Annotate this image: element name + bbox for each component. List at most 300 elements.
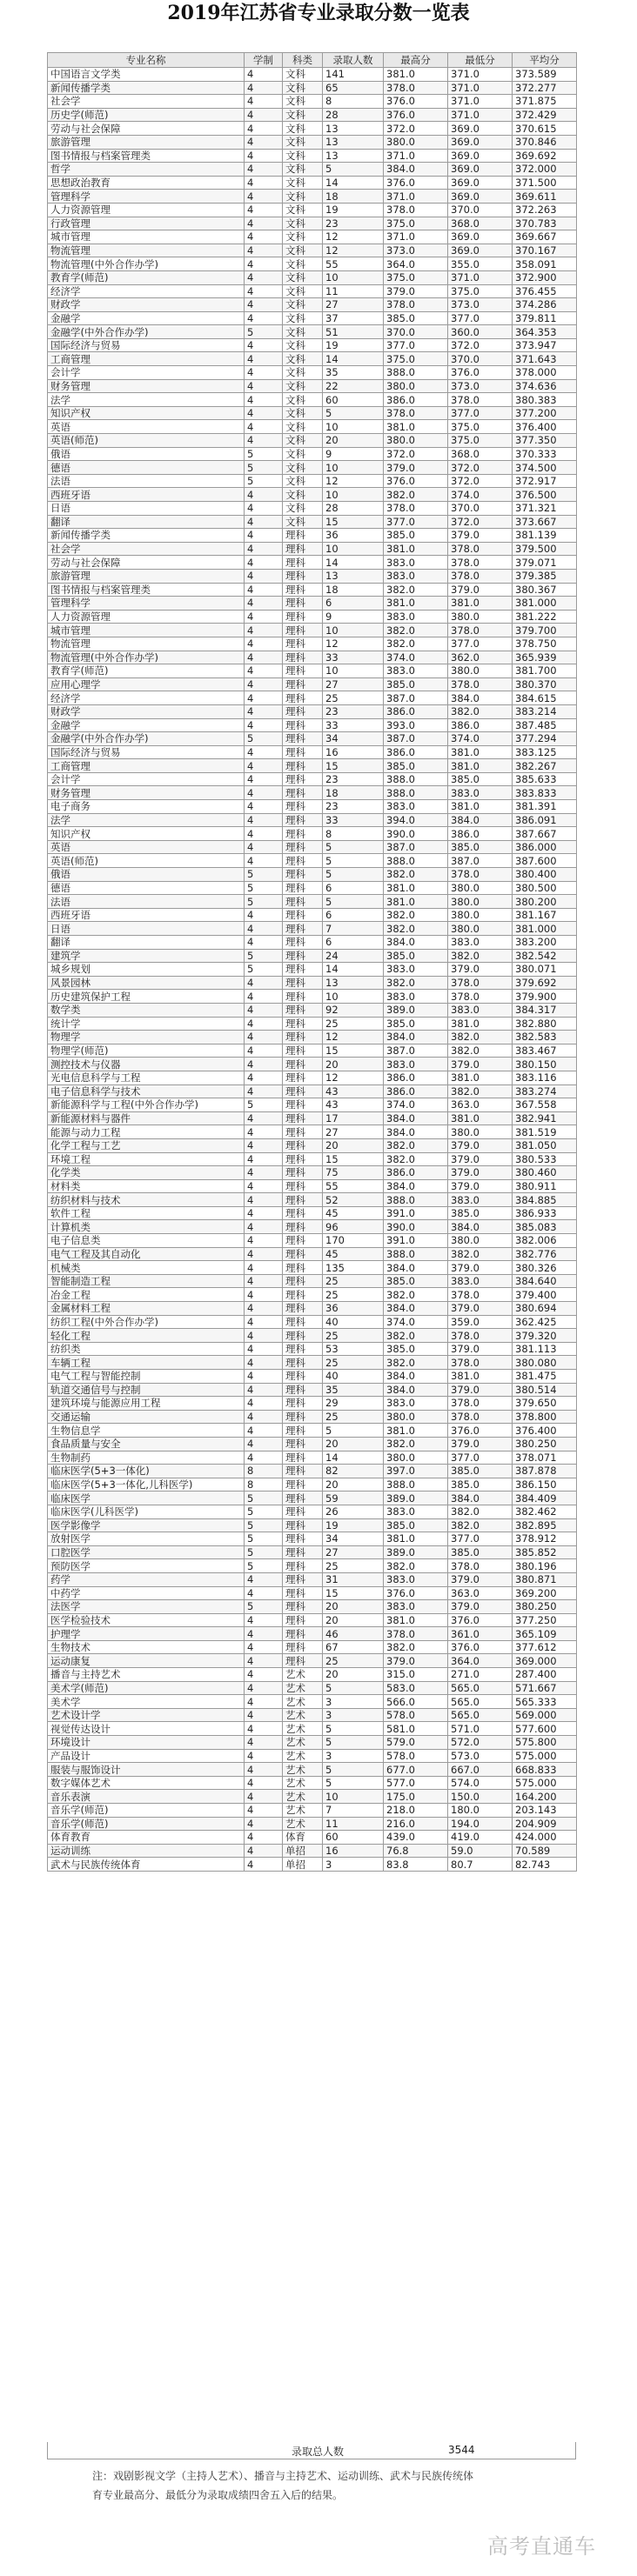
cell-min-score: 383.0 — [448, 786, 513, 800]
table-row — [48, 664, 577, 678]
table-row — [48, 163, 577, 177]
cell-avg-score: 371.500 — [513, 176, 577, 190]
cell-avg-score: 380.080 — [513, 1356, 577, 1370]
table-row — [48, 1193, 577, 1207]
cell-max-score: 382.0 — [384, 1356, 448, 1370]
cell-max-score: 383.0 — [384, 800, 448, 814]
cell-major: 翻译 — [48, 515, 245, 529]
cell-enrollment: 14 — [323, 352, 384, 366]
cell-avg-score: 287.400 — [513, 1668, 577, 1682]
cell-category: 文科 — [283, 81, 323, 95]
cell-category: 理科 — [283, 1410, 323, 1424]
cell-category: 文科 — [283, 393, 323, 407]
cell-enrollment: 43 — [323, 1084, 384, 1098]
cell-category: 理科 — [283, 1478, 323, 1492]
cell-max-score: 578.0 — [384, 1708, 448, 1722]
cell-years: 8 — [245, 1465, 283, 1478]
cell-min-score: 376.0 — [448, 1613, 513, 1627]
cell-category: 理科 — [283, 556, 323, 570]
cell-enrollment: 5 — [323, 868, 384, 882]
cell-major: 法学 — [48, 813, 245, 827]
cell-category: 艺术 — [283, 1722, 323, 1736]
cell-category: 理科 — [283, 868, 323, 882]
cell-avg-score: 383.274 — [513, 1084, 577, 1098]
table-row — [48, 352, 577, 366]
cell-major: 音乐表演 — [48, 1790, 245, 1804]
cell-years: 4 — [245, 651, 283, 664]
cell-category: 理科 — [283, 936, 323, 950]
cell-enrollment: 25 — [323, 1356, 384, 1370]
cell-years: 5 — [245, 895, 283, 909]
cell-major: 法语 — [48, 474, 245, 488]
cell-years: 4 — [245, 922, 283, 936]
cell-enrollment: 33 — [323, 718, 384, 732]
cell-min-score: 381.0 — [448, 745, 513, 759]
cell-major: 电子商务 — [48, 800, 245, 814]
table-row — [48, 1125, 577, 1139]
cell-years: 4 — [245, 677, 283, 691]
table-row — [48, 1640, 577, 1654]
cell-years: 8 — [245, 1478, 283, 1492]
table-row — [48, 1790, 577, 1804]
table-row — [48, 745, 577, 759]
cell-avg-score: 385.083 — [513, 1220, 577, 1234]
cell-min-score: 378.0 — [448, 1329, 513, 1343]
cell-major: 知识产权 — [48, 827, 245, 841]
cell-min-score: 362.0 — [448, 651, 513, 664]
cell-max-score: 379.0 — [384, 284, 448, 298]
cell-avg-score: 376.500 — [513, 488, 577, 502]
cell-max-score: 218.0 — [384, 1804, 448, 1818]
cell-years: 4 — [245, 1370, 283, 1384]
cell-major: 会计学 — [48, 772, 245, 786]
cell-category: 理科 — [283, 759, 323, 773]
cell-max-score: 383.0 — [384, 1572, 448, 1586]
cell-enrollment: 7 — [323, 922, 384, 936]
cell-min-score: 379.0 — [448, 1600, 513, 1614]
table-row — [48, 366, 577, 380]
cell-max-score: 381.0 — [384, 1532, 448, 1546]
cell-years: 4 — [245, 1288, 283, 1302]
cell-max-score: 677.0 — [384, 1763, 448, 1777]
cell-major: 历史建筑保护工程 — [48, 990, 245, 1004]
cell-max-score: 378.0 — [384, 298, 448, 312]
cell-years: 5 — [245, 1518, 283, 1532]
cell-avg-score: 373.667 — [513, 515, 577, 529]
cell-avg-score: 380.370 — [513, 677, 577, 691]
table-row — [48, 311, 577, 325]
cell-years: 4 — [245, 786, 283, 800]
cell-max-score: 381.0 — [384, 1424, 448, 1438]
table-row — [48, 1098, 577, 1112]
cell-max-score: 385.0 — [384, 529, 448, 543]
cell-enrollment: 33 — [323, 651, 384, 664]
cell-min-score: 379.0 — [448, 1138, 513, 1152]
table-row — [48, 176, 577, 190]
cell-max-score: 376.0 — [384, 474, 448, 488]
cell-avg-score: 571.667 — [513, 1681, 577, 1695]
cell-major: 建筑环境与能源应用工程 — [48, 1397, 245, 1411]
table-row — [48, 772, 577, 786]
table-row — [48, 1111, 577, 1125]
cell-major: 物流管理 — [48, 244, 245, 257]
cell-years: 4 — [245, 1247, 283, 1261]
cell-max-score: 380.0 — [384, 1410, 448, 1424]
cell-major: 社会学 — [48, 542, 245, 556]
cell-min-score: 386.0 — [448, 827, 513, 841]
table-row — [48, 637, 577, 651]
cell-max-score: 390.0 — [384, 827, 448, 841]
cell-category: 理科 — [283, 1138, 323, 1152]
cell-category: 理科 — [283, 827, 323, 841]
cell-enrollment: 20 — [323, 1437, 384, 1451]
cell-major: 城市管理 — [48, 230, 245, 244]
cell-min-score: 375.0 — [448, 284, 513, 298]
cell-category: 理科 — [283, 772, 323, 786]
cell-avg-score: 380.326 — [513, 1261, 577, 1275]
cell-major: 财务管理 — [48, 379, 245, 393]
cell-major: 物理学(师范) — [48, 1044, 245, 1058]
cell-years: 4 — [245, 1613, 283, 1627]
cell-min-score: 378.0 — [448, 569, 513, 583]
cell-max-score: 383.0 — [384, 569, 448, 583]
table-row — [48, 1206, 577, 1220]
cell-min-score: 372.0 — [448, 474, 513, 488]
cell-min-score: 387.0 — [448, 854, 513, 868]
cell-max-score: 397.0 — [384, 1465, 448, 1478]
cell-min-score: 379.0 — [448, 1342, 513, 1356]
cell-major: 材料类 — [48, 1179, 245, 1193]
cell-enrollment: 23 — [323, 800, 384, 814]
cell-years: 4 — [245, 1166, 283, 1180]
cell-max-score: 384.0 — [384, 163, 448, 177]
cell-enrollment: 19 — [323, 1518, 384, 1532]
cell-years: 4 — [245, 1058, 283, 1071]
cell-avg-score: 575.000 — [513, 1776, 577, 1790]
cell-max-score: 371.0 — [384, 149, 448, 163]
cell-max-score: 385.0 — [384, 759, 448, 773]
cell-avg-score: 364.353 — [513, 325, 577, 339]
cell-enrollment: 5 — [323, 163, 384, 177]
cell-min-score: 271.0 — [448, 1668, 513, 1682]
cell-major: 国际经济与贸易 — [48, 338, 245, 352]
cell-min-score: 377.0 — [448, 1532, 513, 1546]
cell-avg-score: 380.150 — [513, 1058, 577, 1071]
cell-avg-score: 381.000 — [513, 922, 577, 936]
cell-min-score: 382.0 — [448, 704, 513, 718]
cell-category: 理科 — [283, 624, 323, 637]
cell-enrollment: 20 — [323, 1668, 384, 1682]
cell-min-score: 375.0 — [448, 420, 513, 434]
cell-max-score: 384.0 — [384, 1370, 448, 1384]
cell-years: 4 — [245, 149, 283, 163]
cell-enrollment: 6 — [323, 936, 384, 950]
cell-max-score: 388.0 — [384, 786, 448, 800]
cell-enrollment: 6 — [323, 881, 384, 895]
cell-min-score: 385.0 — [448, 840, 513, 854]
cell-max-score: 383.0 — [384, 963, 448, 977]
cell-major: 数字媒体艺术 — [48, 1776, 245, 1790]
cell-category: 理科 — [283, 895, 323, 909]
cell-max-score: 378.0 — [384, 406, 448, 420]
cell-enrollment: 27 — [323, 677, 384, 691]
cell-major: 化学工程与工艺 — [48, 1138, 245, 1152]
cell-enrollment: 28 — [323, 108, 384, 122]
cell-avg-score: 387.878 — [513, 1465, 577, 1478]
cell-years: 4 — [245, 664, 283, 678]
cell-min-score: 379.0 — [448, 1179, 513, 1193]
cell-min-score: 378.0 — [448, 556, 513, 570]
cell-years: 5 — [245, 963, 283, 977]
cell-major: 英语(师范) — [48, 854, 245, 868]
cell-enrollment: 20 — [323, 1058, 384, 1071]
cell-max-score: 583.0 — [384, 1681, 448, 1695]
cell-category: 文科 — [283, 379, 323, 393]
cell-max-score: 566.0 — [384, 1695, 448, 1709]
table-row — [48, 1586, 577, 1600]
cell-enrollment: 13 — [323, 149, 384, 163]
cell-avg-score: 383.125 — [513, 745, 577, 759]
cell-avg-score: 376.400 — [513, 420, 577, 434]
header-major: 专业名称 — [48, 53, 245, 68]
cell-category: 理科 — [283, 1220, 323, 1234]
cell-category: 理科 — [283, 881, 323, 895]
cell-category: 文科 — [283, 203, 323, 217]
cell-enrollment: 53 — [323, 1342, 384, 1356]
cell-years: 4 — [245, 1152, 283, 1166]
cell-years: 4 — [245, 1397, 283, 1411]
cell-avg-score: 386.091 — [513, 813, 577, 827]
table-row — [48, 95, 577, 109]
cell-enrollment: 15 — [323, 515, 384, 529]
cell-category: 理科 — [283, 1627, 323, 1641]
cell-min-score: 372.0 — [448, 461, 513, 475]
cell-min-score: 381.0 — [448, 597, 513, 611]
cell-avg-score: 369.611 — [513, 190, 577, 204]
cell-major: 金融学(中外合作办学) — [48, 325, 245, 339]
cell-enrollment: 25 — [323, 1329, 384, 1343]
cell-enrollment: 19 — [323, 338, 384, 352]
watermark — [487, 2529, 630, 2571]
cell-min-score: 379.0 — [448, 1058, 513, 1071]
cell-major: 财政学 — [48, 298, 245, 312]
cell-min-score: 379.0 — [448, 529, 513, 543]
cell-avg-score: 371.321 — [513, 502, 577, 516]
cell-max-score: 383.0 — [384, 1600, 448, 1614]
table-row — [48, 786, 577, 800]
cell-min-score: 379.0 — [448, 1261, 513, 1275]
cell-max-score: 393.0 — [384, 718, 448, 732]
table-row — [48, 461, 577, 475]
cell-enrollment: 52 — [323, 1193, 384, 1207]
cell-major: 新闻传播学类 — [48, 529, 245, 543]
cell-category: 理科 — [283, 1640, 323, 1654]
table-row — [48, 556, 577, 570]
cell-max-score: 388.0 — [384, 1193, 448, 1207]
cell-major: 临床医学(儿科医学) — [48, 1505, 245, 1518]
admission-score-table — [47, 52, 577, 1872]
cell-major: 智能制造工程 — [48, 1274, 245, 1288]
cell-years: 4 — [245, 556, 283, 570]
header-max-score: 最高分 — [384, 53, 448, 68]
cell-years: 4 — [245, 637, 283, 651]
cell-category: 文科 — [283, 257, 323, 271]
cell-max-score: 373.0 — [384, 244, 448, 257]
cell-category: 理科 — [283, 1315, 323, 1329]
cell-major: 电气工程及其自动化 — [48, 1247, 245, 1261]
table-row — [48, 379, 577, 393]
cell-years: 4 — [245, 1858, 283, 1872]
cell-min-score: 386.0 — [448, 718, 513, 732]
cell-category: 文科 — [283, 515, 323, 529]
cell-major: 新闻传播学类 — [48, 81, 245, 95]
cell-years: 4 — [245, 1817, 283, 1831]
cell-major: 哲学 — [48, 163, 245, 177]
cell-avg-score: 385.852 — [513, 1545, 577, 1559]
table-row — [48, 338, 577, 352]
cell-years: 4 — [245, 908, 283, 922]
cell-max-score: 388.0 — [384, 1247, 448, 1261]
cell-major: 经济学 — [48, 284, 245, 298]
cell-category: 理科 — [283, 1451, 323, 1465]
cell-min-score: 379.0 — [448, 1152, 513, 1166]
cell-major: 美术学(师范) — [48, 1681, 245, 1695]
table-row — [48, 325, 577, 339]
table-row — [48, 1695, 577, 1709]
cell-min-score: 565.0 — [448, 1708, 513, 1722]
cell-enrollment: 65 — [323, 81, 384, 95]
cell-max-score: 377.0 — [384, 338, 448, 352]
cell-avg-score: 381.167 — [513, 908, 577, 922]
cell-min-score: 378.0 — [448, 868, 513, 882]
cell-avg-score: 372.263 — [513, 203, 577, 217]
table-row — [48, 1084, 577, 1098]
cell-major: 交通运输 — [48, 1410, 245, 1424]
cell-min-score: 59.0 — [448, 1844, 513, 1858]
cell-category: 理科 — [283, 704, 323, 718]
cell-avg-score: 373.589 — [513, 68, 577, 82]
cell-avg-score: 370.846 — [513, 135, 577, 149]
cell-min-score: 363.0 — [448, 1098, 513, 1112]
table-row — [48, 1071, 577, 1084]
cell-enrollment: 35 — [323, 366, 384, 380]
cell-max-score: 175.0 — [384, 1790, 448, 1804]
cell-major: 应用心理学 — [48, 677, 245, 691]
cell-max-score: 382.0 — [384, 583, 448, 597]
cell-category: 理科 — [283, 1342, 323, 1356]
cell-enrollment: 5 — [323, 1763, 384, 1777]
cell-category: 文科 — [283, 420, 323, 434]
table-row — [48, 434, 577, 448]
cell-category: 艺术 — [283, 1763, 323, 1777]
cell-major: 思想政治教育 — [48, 176, 245, 190]
cell-min-score: 384.0 — [448, 813, 513, 827]
cell-min-score: 379.0 — [448, 583, 513, 597]
cell-years: 4 — [245, 1790, 283, 1804]
cell-years: 4 — [245, 311, 283, 325]
cell-years: 5 — [245, 732, 283, 746]
cell-major: 产品设计 — [48, 1749, 245, 1763]
cell-min-score: 377.0 — [448, 637, 513, 651]
cell-max-score: 439.0 — [384, 1831, 448, 1845]
cell-min-score: 385.0 — [448, 1465, 513, 1478]
cell-category: 理科 — [283, 569, 323, 583]
cell-max-score: 581.0 — [384, 1722, 448, 1736]
cell-max-score: 388.0 — [384, 854, 448, 868]
cell-years: 4 — [245, 1722, 283, 1736]
cell-category: 理科 — [283, 1329, 323, 1343]
cell-avg-score: 380.533 — [513, 1152, 577, 1166]
table-row — [48, 1329, 577, 1343]
cell-category: 理科 — [283, 1437, 323, 1451]
cell-max-score: 374.0 — [384, 651, 448, 664]
cell-category: 理科 — [283, 1288, 323, 1302]
cell-max-score: 383.0 — [384, 556, 448, 570]
cell-category: 文科 — [283, 163, 323, 177]
cell-min-score: 371.0 — [448, 68, 513, 82]
cell-enrollment: 3 — [323, 1708, 384, 1722]
cell-min-score: 380.0 — [448, 922, 513, 936]
cell-max-score: 315.0 — [384, 1668, 448, 1682]
cell-min-score: 378.0 — [448, 624, 513, 637]
cell-years: 4 — [245, 393, 283, 407]
cell-category: 理科 — [283, 1152, 323, 1166]
cell-avg-score: 382.776 — [513, 1247, 577, 1261]
cell-years: 4 — [245, 610, 283, 624]
table-row — [48, 908, 577, 922]
cell-max-score: 382.0 — [384, 624, 448, 637]
cell-min-score: 385.0 — [448, 1545, 513, 1559]
cell-major: 车辆工程 — [48, 1356, 245, 1370]
cell-major: 金融学 — [48, 718, 245, 732]
cell-max-score: 383.0 — [384, 610, 448, 624]
table-row — [48, 976, 577, 990]
cell-major: 音乐学(师范) — [48, 1804, 245, 1818]
cell-major: 护理学 — [48, 1627, 245, 1641]
cell-enrollment: 12 — [323, 244, 384, 257]
cell-category: 文科 — [283, 474, 323, 488]
cell-enrollment: 51 — [323, 325, 384, 339]
cell-enrollment: 8 — [323, 827, 384, 841]
cell-min-score: 667.0 — [448, 1763, 513, 1777]
cell-category: 文科 — [283, 176, 323, 190]
cell-max-score: 385.0 — [384, 1274, 448, 1288]
cell-years: 5 — [245, 1545, 283, 1559]
cell-avg-score: 382.462 — [513, 1505, 577, 1518]
cell-avg-score: 203.143 — [513, 1804, 577, 1818]
cell-max-score: 374.0 — [384, 1098, 448, 1112]
cell-major: 日语 — [48, 922, 245, 936]
cell-max-score: 386.0 — [384, 1084, 448, 1098]
cell-years: 4 — [245, 1206, 283, 1220]
cell-avg-score: 381.700 — [513, 664, 577, 678]
cell-avg-score: 386.150 — [513, 1478, 577, 1492]
cell-min-score: 565.0 — [448, 1695, 513, 1709]
cell-major: 电子信息科学与技术 — [48, 1084, 245, 1098]
cell-avg-score: 387.485 — [513, 718, 577, 732]
cell-years: 4 — [245, 298, 283, 312]
cell-years: 4 — [245, 352, 283, 366]
cell-avg-score: 379.320 — [513, 1329, 577, 1343]
cell-category: 理科 — [283, 745, 323, 759]
cell-category: 文科 — [283, 149, 323, 163]
cell-enrollment: 20 — [323, 1138, 384, 1152]
cell-major: 建筑学 — [48, 949, 245, 963]
cell-min-score: 382.0 — [448, 1084, 513, 1098]
cell-enrollment: 12 — [323, 637, 384, 651]
cell-max-score: 371.0 — [384, 190, 448, 204]
cell-avg-score: 369.692 — [513, 149, 577, 163]
